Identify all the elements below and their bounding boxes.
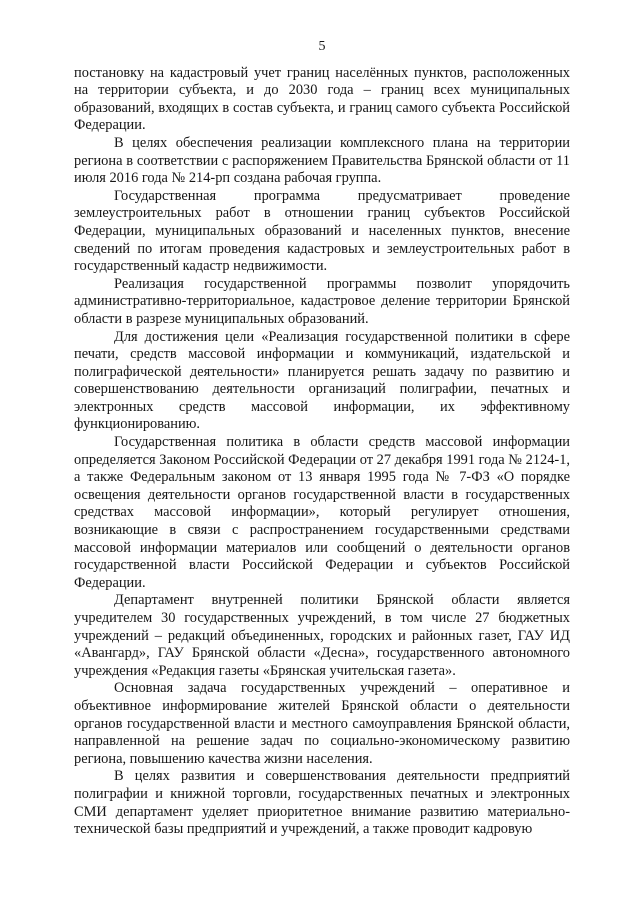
paragraph-state-policy: Государственная политика в области средств массовой информации определяется Законом Российской Федерации от 27 декабря 1991 года № 2124-1, а также Федеральным законом от 13 января 1995 года № 7-ФЗ «О порядке освещения деятельности органов государственной власти в государственных средствах массовой информации», который регулирует отношения, возникающие в связи с распространением государственными средствами массовой информации материалов или сообщений о деятельности органов государственной власти Российской Федерации и субъектов Российской Федерации. <box>74 434 570 591</box>
paragraph-main-task: Основная задача государственных учреждений – оперативное и объективное информирование жителей Брянской области о деятельности органов государственной власти и местного самоуправления Брянской области, направленной на решение задач по социально-экономическому развитию региона, повышению качества жизни населения. <box>74 680 570 767</box>
document-page <box>74 38 570 839</box>
paragraph-program-result: Реализация государственной программы позволит упорядочить административно-территориальное, кадастровое деление территории Брянской области в разрезе муниципальных образований. <box>74 275 570 327</box>
paragraph-continuation: постановку на кадастровый учет границ населённых пунктов, расположенных на территории субъекта, и до 2030 года – границ всех муниципальных образований, входящих в состав субъекта, и границ самого субъекта Российской Федерации. <box>74 64 570 134</box>
paragraph-department: Департамент внутренней политики Брянской области является учредителем 30 государственных учреждений, в том числе 27 бюджетных учреждений – редакций объединенных, городских и районных газет, ГАУ ИД «Авангард», ГАУ Брянской области «Десна», государственного автономного учреждения «Редакция газеты «Брянская учительская газета». <box>74 592 570 679</box>
page-number: 5 <box>318 39 326 54</box>
paragraph-land-works: Государственная программа предусматривает проведение землеустроительных работ в отношении границ субъектов Российской Федерации, муниципальных образований и населенных пунктов, внесение сведений по итогам проведения кадастровых и землеустроительных работ в государственный кадастр недвижимости. <box>74 187 570 275</box>
paragraph-development: В целях развития и совершенствования деятельности предприятий полиграфии и книжной торговли, государственных печатных и электронных СМИ департамент уделяет приоритетное внимание развитию материально-технической базы предприятий и учреждений, а также проводит кадровую <box>74 768 570 838</box>
paragraph-working-group: В целях обеспечения реализации комплексного плана на территории региона в соответствии с распоряжением Правительства Брянской области от 11 июля 2016 года № 214-рп создана рабочая группа. <box>74 134 570 187</box>
paragraph-goal: Для достижения цели «Реализация государственной политики в сфере печати, средств массовой информации и коммуникаций, издательской и полиграфической деятельности» планируется решать задачу по развитию и совершенствованию деятельности организаций полиграфии, печатных и электронных средств массовой информации, их эффективному функционированию. <box>74 328 570 433</box>
